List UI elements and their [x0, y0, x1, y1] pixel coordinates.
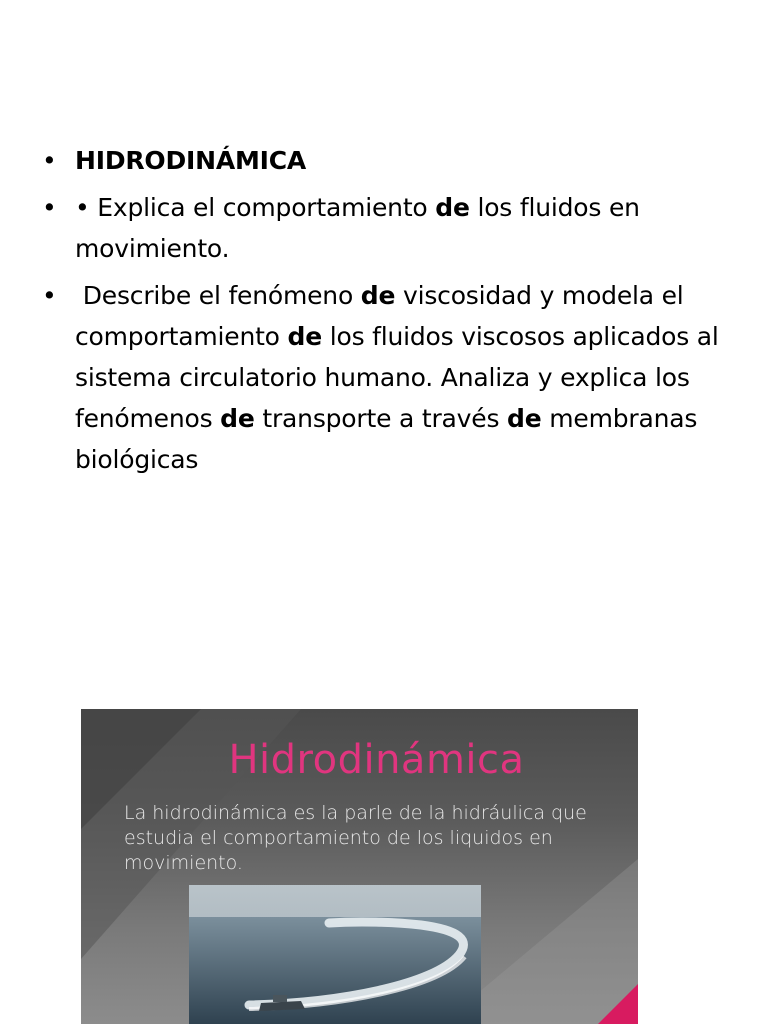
bullet-item	[42, 140, 732, 181]
bullet-text: membranas biológicas	[75, 404, 705, 474]
slide-image	[81, 709, 638, 1024]
bullet-list	[42, 140, 732, 486]
bullet-marker: •	[42, 146, 57, 175]
bullet-text: los fluidos viscosos aplicados al sistema circulatorio humano. Analiza y explica los fenómenos	[75, 322, 727, 433]
slide-corner-accent	[598, 984, 638, 1024]
bold-text: de	[220, 404, 255, 433]
bold-text: de	[507, 404, 542, 433]
bold-text: HIDRODINÁMICA	[75, 146, 307, 175]
bullet-item	[42, 187, 732, 269]
bullet-text: viscosidad y modela el comportamiento	[75, 281, 692, 351]
boat-wake-photo	[189, 885, 481, 1024]
slide-title: Hidrodinámica	[228, 737, 525, 783]
bold-text: de	[287, 322, 322, 351]
bold-text: de	[435, 193, 470, 222]
bullet-marker: •	[42, 281, 57, 310]
slide-body-text: La hidrodinámica es la parle de la hidráulica que estudia el comportamiento de los liquidos en movimiento.	[124, 802, 587, 874]
bullet-text: • Explica el comportamiento	[75, 193, 436, 222]
bullet-text: los fluidos en movimiento.	[75, 193, 648, 263]
bold-text: de	[360, 281, 396, 310]
bullet-text: transporte a través	[254, 404, 508, 433]
bullet-text: Describe el fenómeno	[75, 281, 361, 310]
bullet-item	[42, 275, 732, 480]
bullet-marker: •	[42, 193, 57, 222]
